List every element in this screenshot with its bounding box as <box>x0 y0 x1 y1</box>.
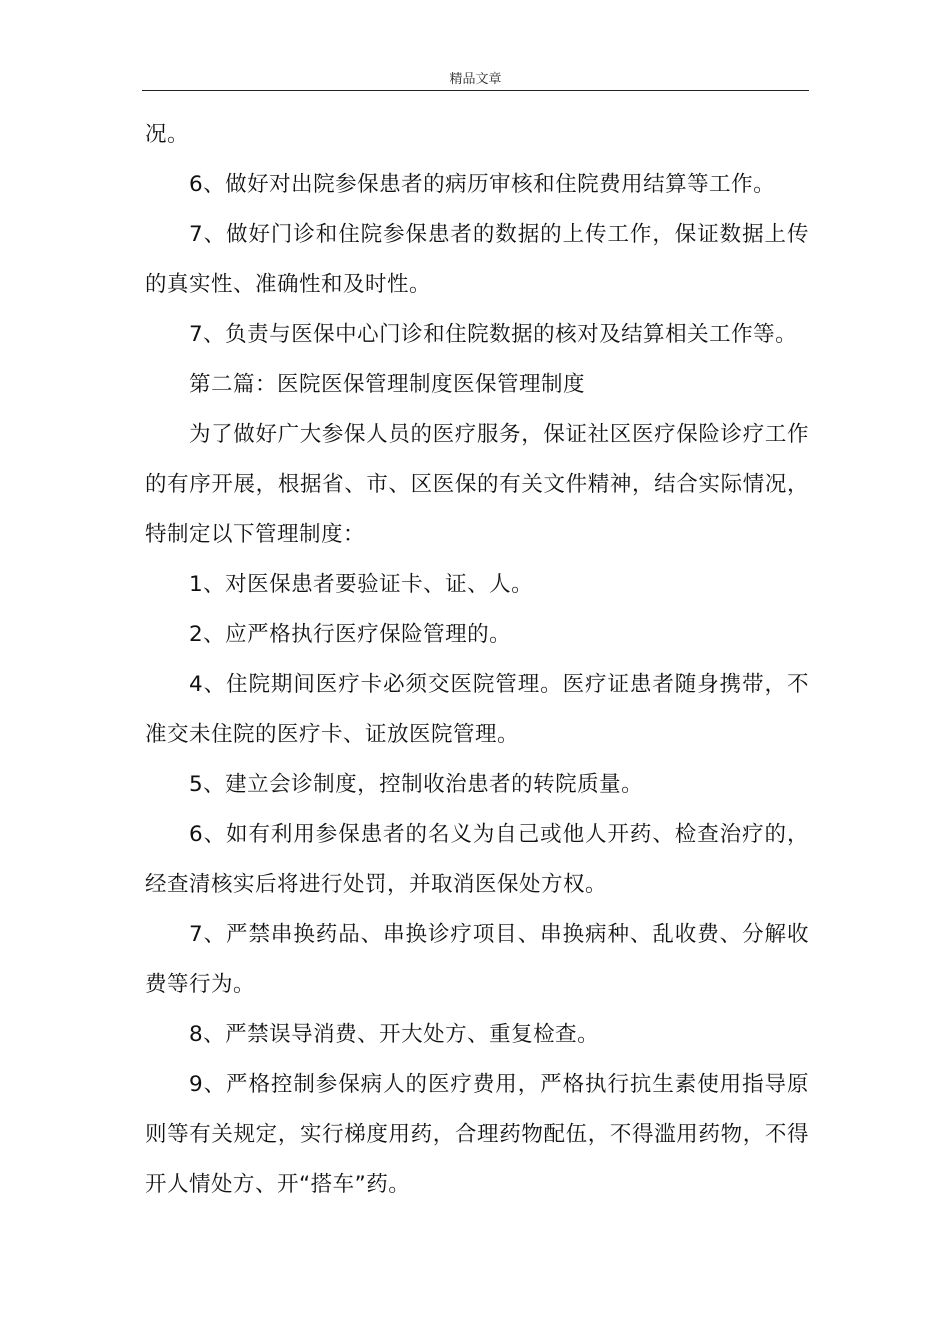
paragraph: 6、做好对出院参保患者的病历审核和住院费用结算等工作。 <box>189 172 776 197</box>
paragraph: 1、对医保患者要验证卡、证、人。 <box>189 572 534 597</box>
paragraph: 况。 <box>145 122 190 147</box>
paragraph: 5、建立会诊制度，控制收治患者的转院质量。 <box>189 772 644 797</box>
document-body <box>145 110 809 1210</box>
paragraph: 4、住院期间医疗卡必须交医院管理。医疗证患者随身携带，不准交未住院的医疗卡、证放医院管理。 <box>145 672 809 747</box>
paragraph: 为了做好广大参保人员的医疗服务，保证社区医疗保险诊疗工作的有序开展，根据省、市、区医保的有关文件精神，结合实际情况，特制定以下管理制度： <box>145 422 809 547</box>
paragraph: 9、严格控制参保病人的医疗费用，严格执行抗生素使用指导原则等有关规定，实行梯度用药，合理药物配伍，不得滥用药物，不得开人情处方、开“搭车”药。 <box>145 1072 809 1197</box>
section-heading: 第二篇：医院医保管理制度医保管理制度 <box>189 372 586 397</box>
page-header <box>142 68 809 91</box>
paragraph: 6、如有利用参保患者的名义为自己或他人开药、检查治疗的，经查清核实后将进行处罚，并取消医保处方权。 <box>145 822 809 897</box>
paragraph: 2、应严格执行医疗保险管理的。 <box>189 622 512 647</box>
paragraph: 8、严禁误导消费、开大处方、重复检查。 <box>189 1022 600 1047</box>
header-title: 精品文章 <box>449 72 502 87</box>
paragraph: 7、负责与医保中心门诊和住院数据的核对及结算相关工作等。 <box>189 322 798 347</box>
paragraph: 7、做好门诊和住院参保患者的数据的上传工作，保证数据上传的真实性、准确性和及时性。 <box>145 222 809 297</box>
paragraph: 7、严禁串换药品、串换诊疗项目、串换病种、乱收费、分解收费等行为。 <box>145 922 809 997</box>
